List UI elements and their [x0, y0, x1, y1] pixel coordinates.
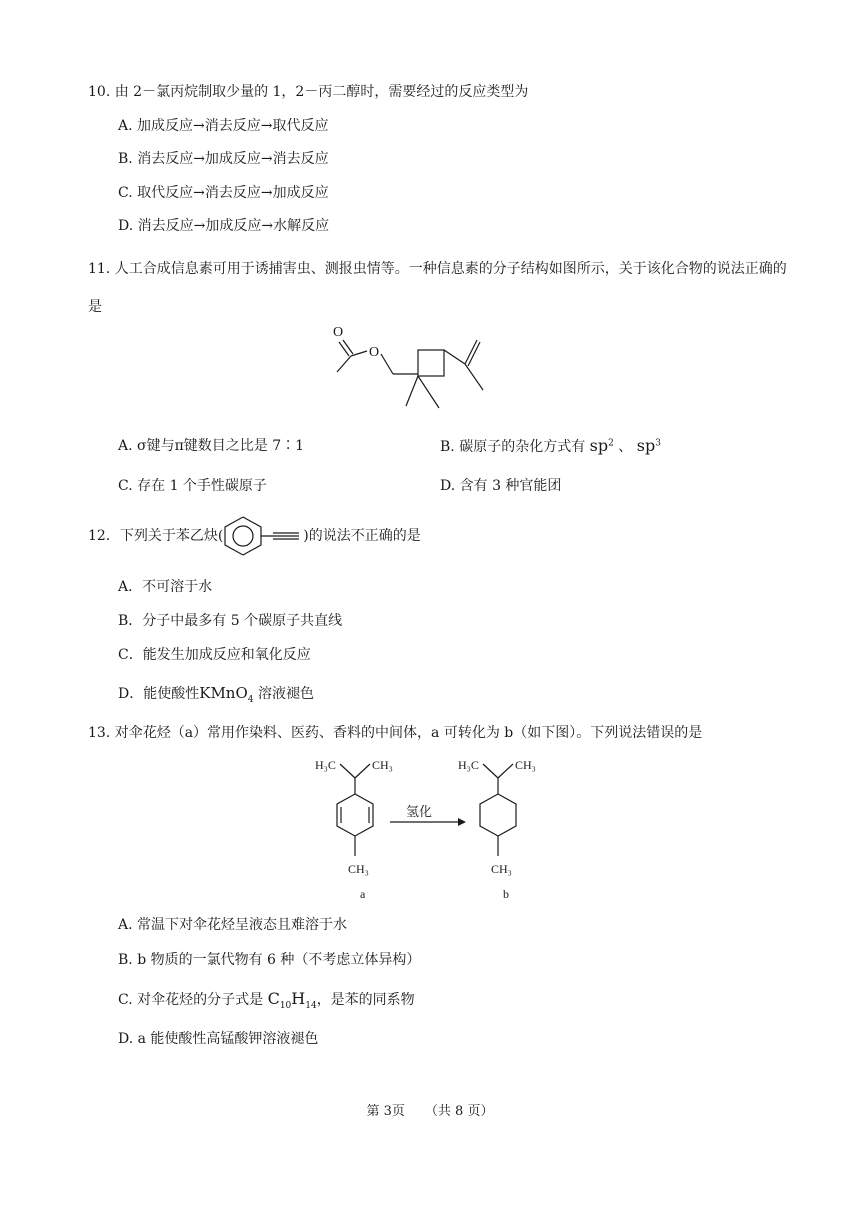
- molecule-b: [458, 758, 536, 901]
- q13-option-c-carbon: C: [267, 989, 280, 1008]
- q12-option-c: C．能发生加成反应和氧化反应: [118, 647, 311, 663]
- molecule-b-ch3-label-top: CH₃: [515, 758, 536, 772]
- q12-option-d-prefix: D．能使酸性: [118, 686, 200, 702]
- carbonyl-oxygen-label: O: [333, 325, 344, 340]
- q13-option-c-suffix: ，是苯的同系物: [316, 992, 415, 1008]
- q10-option-a: A. 加成反应→消去反应→取代反应: [118, 118, 329, 134]
- q13-option-c-prefix: C. 对伞花烃的分子式是: [118, 992, 264, 1008]
- q10-option-c: C. 取代反应→消去反应→加成反应: [118, 185, 329, 201]
- q11-option-b-sp3: sp: [636, 436, 656, 455]
- q12-option-b: B．分子中最多有 5 个碳原子共直线: [118, 613, 343, 629]
- q13-option-c-hydrogen: H: [291, 989, 306, 1008]
- q12-stem-before: 12．下列关于苯乙炔(: [88, 528, 224, 544]
- q12-option-d: [118, 683, 314, 704]
- q11-option-b: [440, 436, 661, 457]
- q11-option-c: C. 存在 1 个手性碳原子: [118, 478, 267, 494]
- q11-option-b-prefix: B. 碳原子的杂化方式有: [440, 439, 586, 455]
- page-total: （共 8 页）: [424, 1104, 494, 1119]
- q11-option-b-separator: 、: [618, 439, 633, 455]
- q13-option-c: [118, 989, 415, 1010]
- pheromone-structure-diagram: [325, 318, 505, 418]
- page-number: 第 3页: [366, 1104, 405, 1119]
- ester-oxygen-label: O: [369, 345, 380, 360]
- hydrogenation-arrow: [390, 804, 466, 826]
- q11-option-b-sp2-superscript: 2: [608, 438, 614, 449]
- q13-option-c-carbon-subscript: 10: [279, 1000, 292, 1011]
- molecule-a-ch3-label-bottom: CH₃: [348, 862, 369, 876]
- q11-option-a: A. σ键与π键数目之比是 7∶1: [118, 438, 305, 454]
- molecule-b-h3c-label: H₃C: [458, 758, 479, 772]
- molecule-a-label: a: [360, 887, 366, 901]
- q12-option-d-formula: KMnO: [199, 684, 248, 702]
- question-11-stem: 11. 人工合成信息素可用于诱捕害虫、测报虫情等。一种信息素的分子结构如图所示，关于该化合物的说法正确的是: [88, 261, 787, 315]
- molecule-a: [315, 758, 393, 901]
- cymene-hydrogenation-scheme: [300, 752, 560, 902]
- q13-option-d: D. a 能使酸性高锰酸钾溶液褪色: [118, 1031, 319, 1047]
- question-13-stem: 13. 对伞花烃（a）常用作染料、医药、香料的中间体，a 可转化为 b（如下图）。下列说法错误的是: [88, 725, 703, 741]
- q11-option-b-sp3-superscript: 3: [655, 438, 661, 449]
- molecule-b-ch3-label-bottom: CH₃: [491, 862, 512, 876]
- q12-option-a: A．不可溶于水: [118, 579, 213, 595]
- q13-option-c-hydrogen-subscript: 14: [305, 1000, 317, 1011]
- hydrogenation-arrow-label: 氢化: [406, 804, 433, 819]
- molecule-b-label: b: [503, 887, 509, 901]
- q13-option-b: B. b 物质的一氯代物有 6 种（不考虑立体异构）: [118, 952, 421, 968]
- q11-option-b-sp2: sp: [589, 436, 609, 455]
- phenylacetylene-structure: [223, 515, 303, 557]
- page-footer: [0, 1100, 860, 1119]
- molecule-a-ch3-label-top: CH₃: [372, 758, 393, 772]
- q12-option-d-suffix: 溶液褪色: [257, 686, 314, 702]
- pheromone-bonds: [337, 340, 483, 408]
- q12-stem-after: )的说法不正确的是: [303, 528, 421, 544]
- q10-option-b: B. 消去反应→加成反应→消去反应: [118, 151, 329, 167]
- question-10-stem: 10. 由 2－氯丙烷制取少量的 1，2－丙二醇时，需要经过的反应类型为: [88, 84, 529, 100]
- q10-option-d: D. 消去反应→加成反应→水解反应: [118, 218, 330, 234]
- q13-option-a: A. 常温下对伞花烃呈液态且难溶于水: [118, 917, 348, 933]
- q12-option-d-formula-subscript: 4: [247, 694, 254, 705]
- q11-option-d: D. 含有 3 种官能团: [440, 478, 562, 494]
- question-12-stem: [88, 526, 421, 546]
- molecule-a-h3c-label: H₃C: [315, 758, 336, 772]
